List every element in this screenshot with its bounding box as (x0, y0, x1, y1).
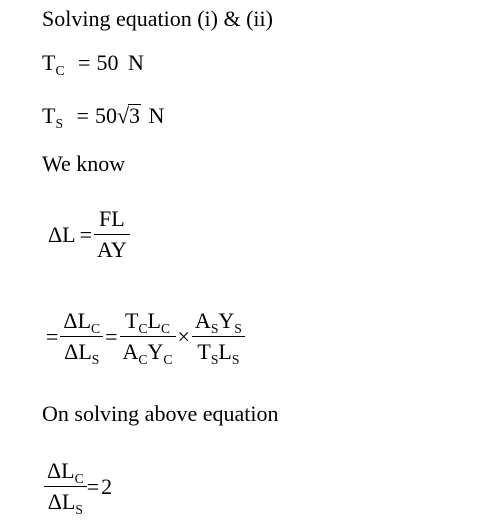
eq2-lead-equals: = (46, 323, 59, 349)
eq1-fraction-bar (94, 234, 130, 235)
result-fraction (44, 458, 87, 517)
result-fraction-bar (44, 486, 87, 487)
tc-subscript: C (55, 62, 65, 78)
ts-value: 50 (94, 103, 117, 128)
eq2-f2-numerator: $T_CL_C$ (124, 308, 171, 336)
we-know-text: We know (42, 151, 126, 176)
tc-unit: N (127, 50, 144, 75)
result-numerator: $\Delta L_C$ (47, 458, 84, 486)
ts-unit: N (148, 103, 165, 128)
result-equation (44, 458, 114, 517)
ratio-equation (44, 308, 245, 367)
eq1-equals: = (79, 221, 93, 247)
eq2-f3-numerator: $A_SY_S$ (194, 308, 242, 336)
solving-heading: Solving equation (i) & (ii) (42, 6, 273, 31)
result-denominator: $\Delta L_S$ (47, 489, 83, 517)
eq2-f1-bar (60, 336, 103, 337)
elongation-formula (46, 208, 130, 261)
tc-symbol: T (42, 50, 56, 75)
eq2-equals: = (105, 323, 118, 349)
tc-value: 50 (96, 50, 119, 75)
solving-text: On solving above equation (42, 401, 279, 426)
tc-equals: = (78, 50, 91, 75)
tension-s-equation (42, 103, 165, 131)
ts-equals: = (76, 103, 89, 128)
ts-symbol: T (42, 103, 56, 128)
eq1-lhs: ΔL (48, 221, 76, 247)
result-value: 2 (101, 473, 113, 499)
eq2-f2-bar (120, 336, 176, 337)
eq2-f3-denominator: $T_SL_S$ (197, 339, 240, 367)
tension-c-equation (42, 50, 144, 78)
ts-radical: √ (116, 103, 130, 128)
eq1-fraction (94, 208, 130, 261)
eq2-f1-numerator: $\Delta L_C$ (63, 308, 101, 336)
eq1-numerator: FL (99, 206, 125, 231)
eq2-f1-denominator: $\Delta L_S$ (64, 339, 100, 367)
ts-radicand: 3 (129, 103, 141, 128)
eq2-times: × (177, 323, 190, 349)
eq2-fraction-2 (120, 308, 176, 367)
eq2-f3-bar (192, 336, 245, 337)
eq2-fraction-1 (60, 308, 103, 367)
ts-subscript: S (55, 115, 64, 131)
eq1-denominator: AY (97, 237, 127, 262)
result-equals: = (86, 473, 100, 499)
eq2-fraction-3 (192, 308, 245, 367)
eq2-f2-denominator: $A_CY_C$ (122, 339, 173, 367)
